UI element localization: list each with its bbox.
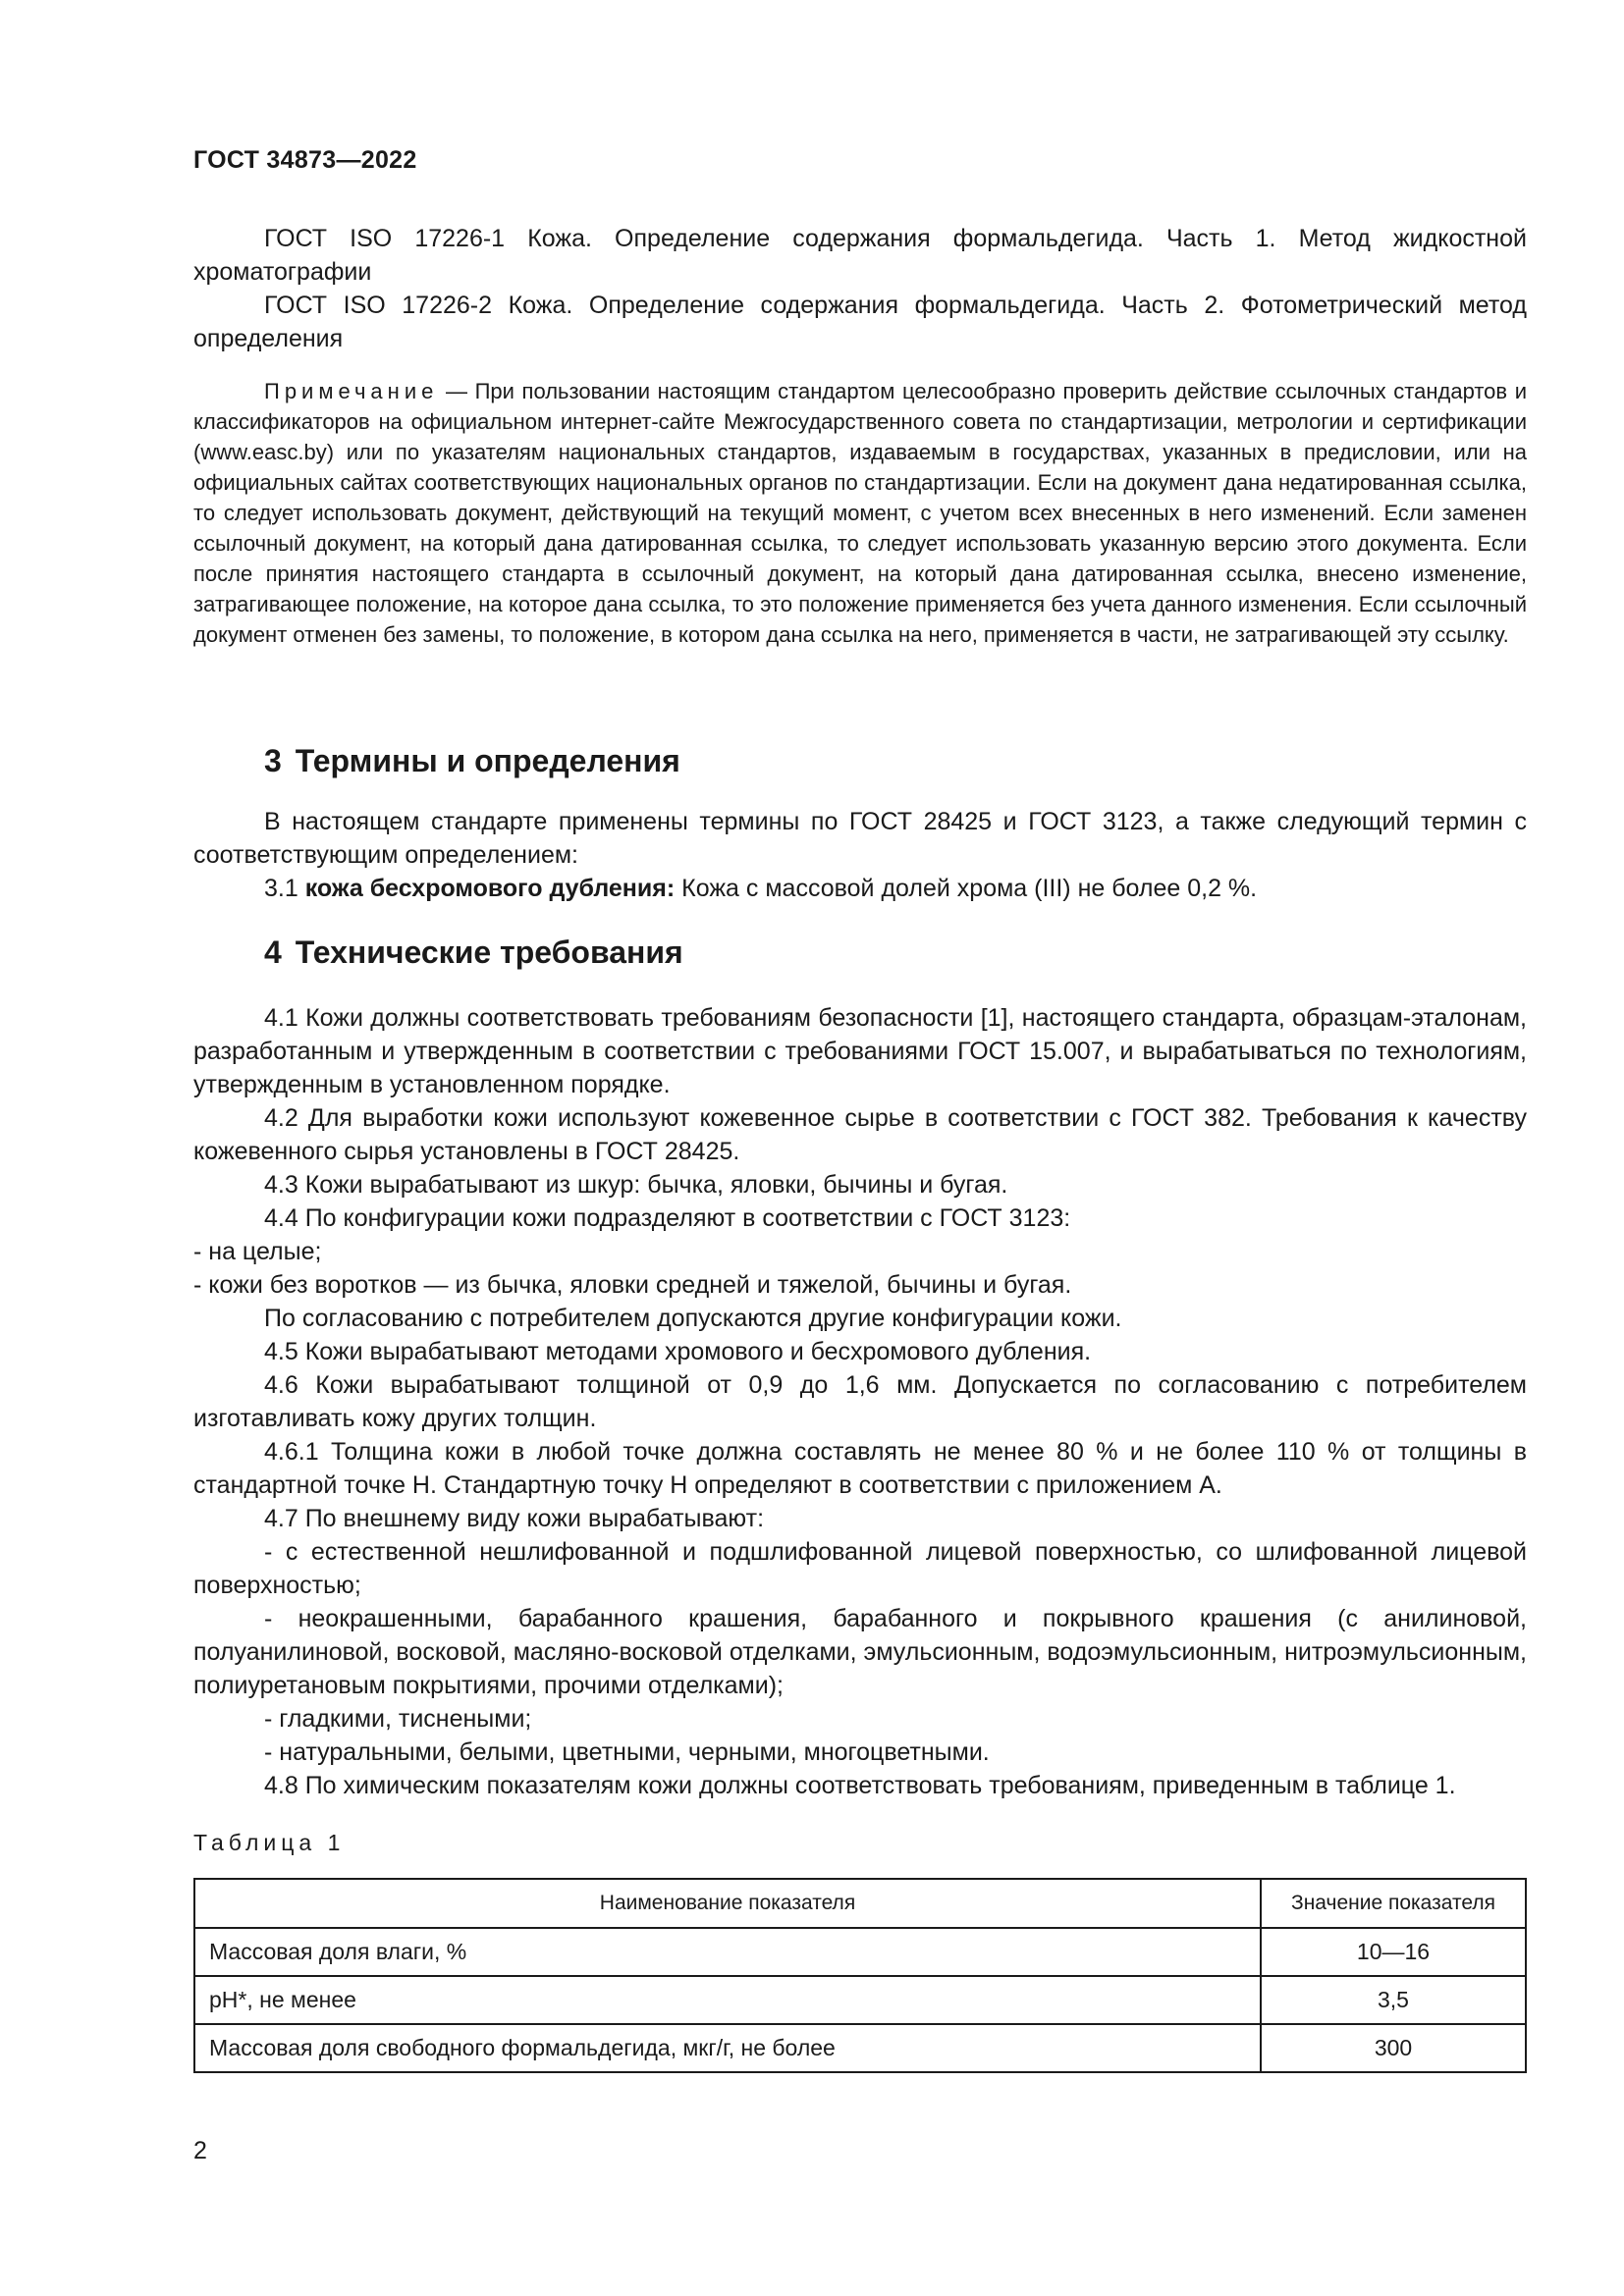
list-item: - на целые; <box>193 1238 322 1265</box>
table-row <box>194 1928 1526 1976</box>
table-cell: Массовая доля влаги, % <box>194 1928 1261 1976</box>
table-cell: 3,5 <box>1261 1976 1526 2024</box>
table-cell: Массовая доля свободного формальдегида, мкг/г, не более <box>194 2024 1261 2072</box>
clause-4-4-note: По согласованию с потребителем допускаются другие конфигурации кожи. <box>264 1305 1122 1332</box>
clause-4-6: 4.6 Кожи вырабатывают толщиной от 0,9 до 1,6 мм. Допускается по согласованию с потребителем изготавливать кожу других толщин. <box>193 1371 1527 1432</box>
table-cell: 10—16 <box>1261 1928 1526 1976</box>
table-row <box>194 1976 1526 2024</box>
list-item: - кожи без воротков — из бычка, яловки средней и тяжелой, бычины и бугая. <box>193 1271 1072 1299</box>
term-definition <box>193 872 1527 905</box>
clause-4-7: 4.7 По внешнему виду кожи вырабатывают: <box>264 1505 765 1532</box>
list-item: - гладкими, тиснеными; <box>264 1705 532 1733</box>
clause-4-1: 4.1 Кожи должны соответствовать требованиям безопасности [1], настоящего стандарта, образцам-эталонам, разработанным и утвержденным в соответствии с требованиями ГОСТ 15.007, и вырабатываться по технологиям, утвержденным в установленном порядке. <box>193 1004 1527 1098</box>
reference-item: ГОСТ ISO 17226-2 Кожа. Определение содержания формальдегида. Часть 2. Фотометрический метод определения <box>193 292 1527 352</box>
section-number: 3 <box>264 743 282 778</box>
clause-4-5: 4.5 Кожи вырабатывают методами хромового и бесхромового дубления. <box>264 1338 1092 1365</box>
list-item: - с естественной нешлифованной и подшлифованной лицевой поверхностью, со шлифованной лицевой поверхностью; <box>193 1538 1527 1599</box>
note-paragraph <box>193 376 1527 650</box>
section-intro: В настоящем стандарте применены термины по ГОСТ 28425 и ГОСТ 3123, а также следующий термин с соответствующим определением: <box>193 808 1527 869</box>
section-4 <box>193 933 1527 1802</box>
document-header: ГОСТ 34873—2022 <box>193 146 417 174</box>
section-number: 4 <box>264 934 282 970</box>
section-title: Термины и определения <box>295 743 680 778</box>
section-3 <box>193 741 1527 905</box>
list-item: - натуральными, белыми, цветными, черными, многоцветными. <box>264 1738 990 1766</box>
indicators-table <box>193 1878 1527 2073</box>
term-text: Кожа с массовой долей хрома (III) не более 0,2 %. <box>675 875 1258 902</box>
term-number: 3.1 <box>264 875 305 902</box>
table-row <box>194 2024 1526 2072</box>
document-page <box>193 0 1527 2296</box>
clause-4-2: 4.2 Для выработки кожи используют кожевенное сырье в соответствии с ГОСТ 382. Требования к качеству кожевенного сырья установлены в ГОСТ 28425. <box>193 1104 1527 1165</box>
note-text: — При пользовании настоящим стандартом целесообразно проверить действие ссылочных стандартов и классификаторов на официальном интернет-сайте Межгосударственного совета по стандартизации, метрологии и сертификации (www.easc.by) или по указателям национальных стандартов, издаваемым в государствах, указанных в предисловии, или на официальных сайтах соответствующих национальных органов по стандартизации. Если на документ дана недатированная ссылка, то следует использовать документ, действующий на текущий момент, с учетом всех внесенных в него изменений. Если заменен ссылочный документ, на который дана датированная ссылка, то следует использовать указанную версию этого документа. Если после принятия настоящего стандарта в ссылочный документ, на который дана датированная ссылка, внесено изменение, затрагивающее положение, на которое дана ссылка, то это положение применяется без учета данного изменения. Если ссылочный документ отменен без замены, то положение, в котором дана ссылка на него, применяется в части, не затрагивающей эту ссылку. <box>193 379 1527 647</box>
note-block <box>193 376 1527 650</box>
table-cell: pH*, не менее <box>194 1976 1261 2024</box>
clause-4-6-1: 4.6.1 Толщина кожи в любой точке должна составлять не менее 80 % и не более 110 % от толщины в стандартной точке Н. Стандартную точку Н определяют в соответствии с приложением А. <box>193 1438 1527 1499</box>
table-caption: Таблица 1 <box>193 1830 346 1855</box>
section-title: Технические требования <box>295 934 683 970</box>
section-heading <box>193 741 1527 780</box>
list-item: - неокрашенными, барабанного крашения, барабанного и покрывного крашения (с анилиновой, полуанилиновой, восковой, масляно-восковой отделками, эмульсионным, водоэмульсионным, нитроэмульсионным, полиуретановым покрытиями, прочими отделками); <box>193 1605 1527 1699</box>
column-header: Значение показателя <box>1261 1879 1526 1928</box>
clause-4-8: 4.8 По химическим показателям кожи должны соответствовать требованиям, приведенным в таблице 1. <box>264 1772 1456 1799</box>
column-header: Наименование показателя <box>194 1879 1261 1928</box>
clause-4-4: 4.4 По конфигурации кожи подразделяют в соответствии с ГОСТ 3123: <box>264 1204 1071 1232</box>
reference-item: ГОСТ ISO 17226-1 Кожа. Определение содержания формальдегида. Часть 1. Метод жидкостной хроматографии <box>193 225 1527 286</box>
table-cell: 300 <box>1261 2024 1526 2072</box>
clause-4-3: 4.3 Кожи вырабатывают из шкур: бычка, яловки, бычины и бугая. <box>264 1171 1008 1199</box>
page-number: 2 <box>193 2137 207 2164</box>
references-list <box>193 222 1527 355</box>
term-name: кожа бесхромового дубления: <box>304 875 676 902</box>
table-header-row <box>194 1879 1526 1928</box>
section-heading <box>193 933 1527 972</box>
note-label: Примечание <box>264 379 439 403</box>
